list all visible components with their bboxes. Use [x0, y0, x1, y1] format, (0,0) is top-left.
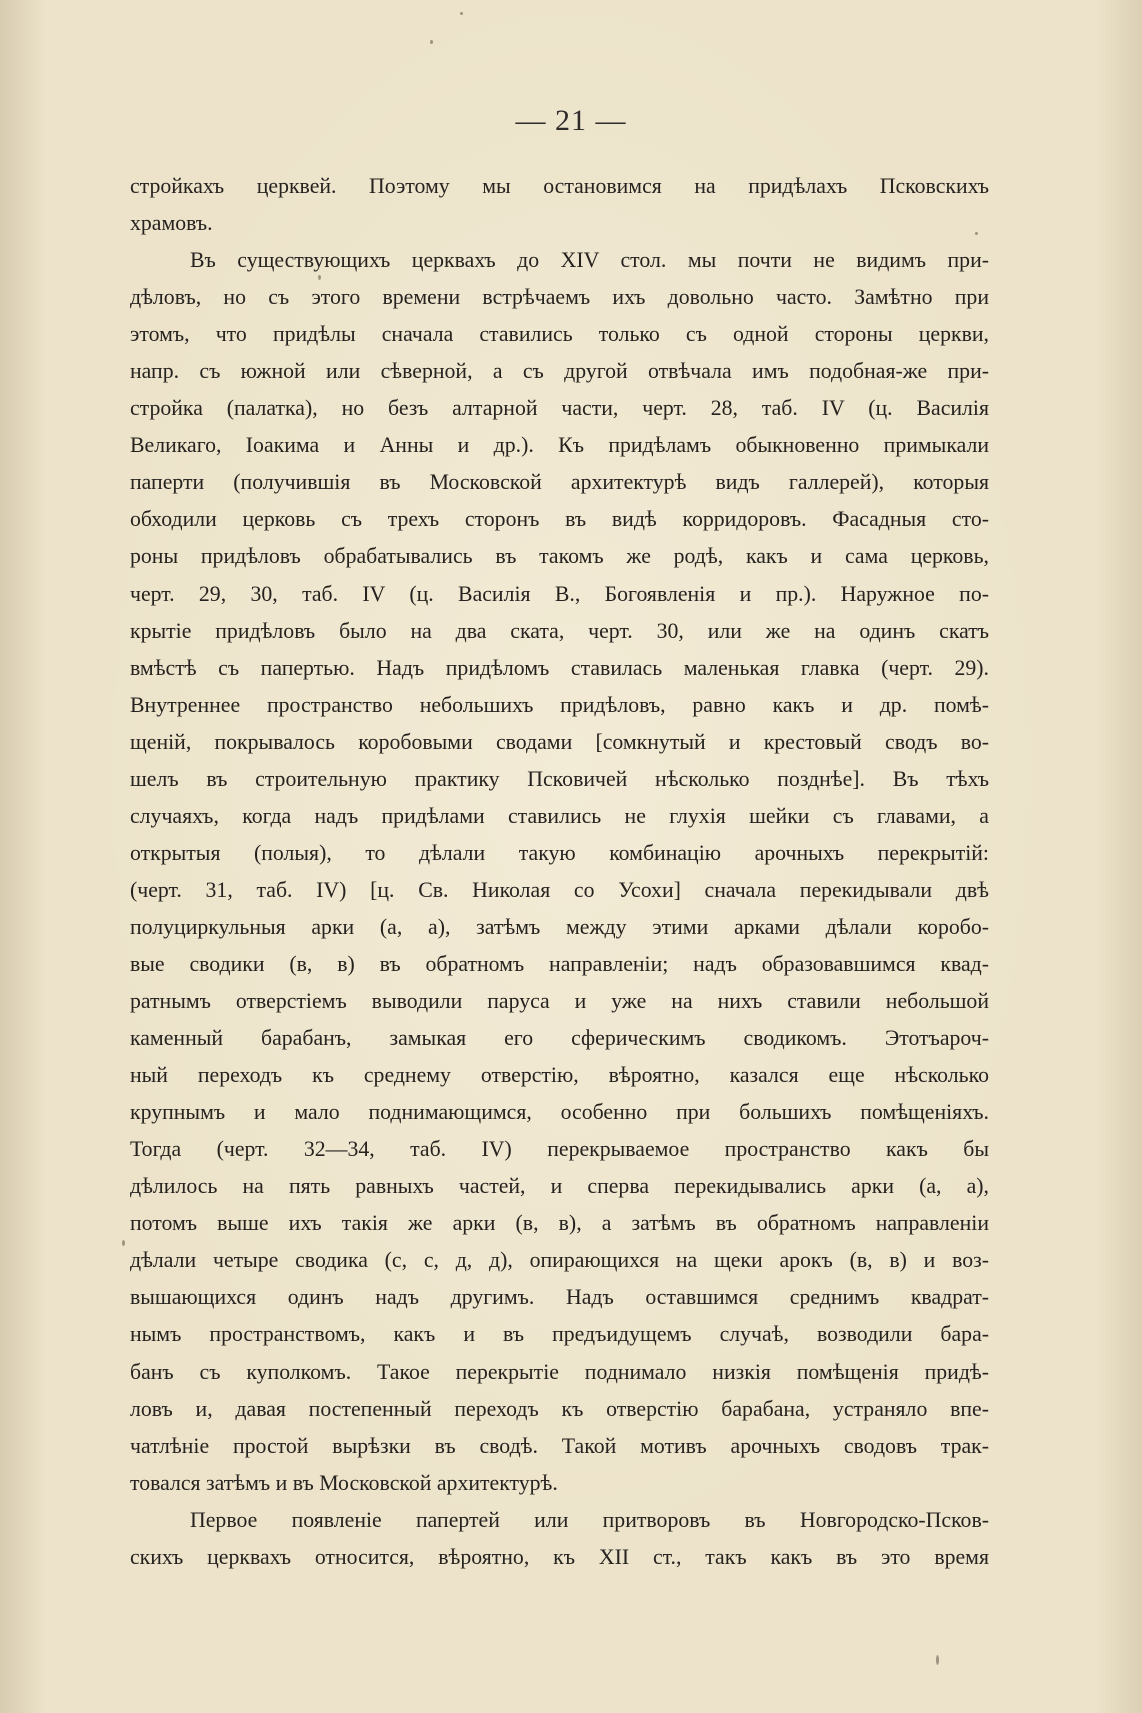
text-line: Тогда (черт. 32—34, таб. IV) перекрываемое пространство какъ бы: [130, 1137, 989, 1162]
text-line: ловъ и, давая постепенный переходъ къ отверстію барабана, устраняло впе-: [130, 1396, 989, 1421]
text-line: нымъ пространствомъ, какъ и въ предъидущемъ случаѣ, возводили бара-: [130, 1322, 989, 1347]
text-line: дѣлилось на пять равныхъ частей, и сперва перекидывались арки (а, а),: [130, 1174, 989, 1199]
text-line: вышающихся одинъ надъ другимъ. Надъ оставшимся среднимъ квадрат-: [130, 1285, 989, 1310]
text-line: крытіе придѣловъ было на два ската, черт. 30, или же на одинъ скатъ: [130, 618, 989, 643]
print-speck: [318, 275, 321, 280]
body-text: [130, 168, 989, 1576]
text-line: храмовъ.: [130, 211, 213, 236]
print-speck: [122, 1240, 125, 1246]
text-line: каменный барабанъ, замыкая его сферическимъ сводикомъ. Этотъароч-: [130, 1026, 989, 1051]
text-line: дѣлали четыре сводика (с, с, д, д), опирающихся на щеки арокъ (в, в) и воз-: [130, 1248, 989, 1273]
text-line: напр. съ южной или сѣверной, а съ другой отвѣчала имъ подобная-же при-: [130, 359, 989, 384]
text-line: Въ существующихъ церквахъ до XIV стол. мы почти не видимъ при-: [190, 248, 989, 273]
text-line: полуциркульныя арки (а, а), затѣмъ между этими арками дѣлали коробо-: [130, 914, 989, 939]
text-line: (черт. 31, таб. IV) [ц. Св. Николая со Усохи] сначала перекидывали двѣ: [130, 877, 989, 902]
text-line: дѣловъ, но съ этого времени встрѣчаемъ ихъ довольно часто. Замѣтно при: [130, 285, 989, 310]
text-line: щеній, покрывалось коробовыми сводами [сомкнутый и крестовый сводъ во-: [130, 729, 989, 754]
text-line: этомъ, что придѣлы сначала ставились только съ одной стороны церкви,: [130, 322, 989, 347]
text-line: стройкахъ церквей. Поэтому мы остановимся на придѣлахъ Псковскихъ: [130, 174, 989, 198]
text-line: Первое появленіе папертей или притворовъ въ Новгородско-Псков-: [190, 1507, 989, 1532]
text-line: паперти (получившія въ Московской архитектурѣ видъ галлерей), которыя: [130, 470, 989, 495]
text-line: ратнымъ отверстіемъ выводили паруса и уже на нихъ ставили небольшой: [130, 989, 989, 1014]
text-line: открытыя (полыя), то дѣлали такую комбинацію арочныхъ перекрытій:: [130, 840, 989, 865]
text-line: шелъ въ строительную практику Псковичей нѣсколько позднѣе]. Въ тѣхъ: [130, 766, 989, 791]
text-line: вмѣстѣ съ папертью. Надъ придѣломъ ставилась маленькая главка (черт. 29).: [130, 655, 989, 680]
text-line: обходили церковь съ трехъ сторонъ въ видѣ корридоровъ. Фасадныя сто-: [130, 507, 989, 532]
page-number: — 21 —: [515, 104, 627, 137]
text-line: скихъ церквахъ относится, вѣроятно, къ XII ст., такъ какъ въ это время: [130, 1544, 989, 1569]
text-line: роны придѣловъ обрабатывались въ такомъ же родѣ, какъ и сама церковь,: [130, 544, 989, 569]
text-line: стройка (палатка), но безъ алтарной части, черт. 28, таб. IV (ц. Василія: [130, 396, 989, 421]
text-line: крупнымъ и мало поднимающимся, особенно при большихъ помѣщеніяхъ.: [130, 1100, 989, 1125]
text-line: Внутреннее пространство небольшихъ придѣловъ, равно какъ и др. помѣ-: [130, 692, 989, 717]
print-speck: [975, 232, 978, 235]
print-speck: [460, 12, 463, 15]
text-line: товался затѣмъ и въ Московской архитектурѣ.: [130, 1470, 558, 1495]
text-line: случаяхъ, когда надъ придѣлами ставились не глухія шейки съ главами, а: [130, 803, 989, 828]
text-line: Великаго, Іоакима и Анны и др.). Къ придѣламъ обыкновенно примыкали: [130, 433, 989, 458]
text-line: банъ съ куполкомъ. Такое перекрытіе поднимало низкія помѣщенія придѣ-: [130, 1359, 989, 1384]
text-line: вые сводики (в, в) въ обратномъ направленіи; надъ образовавшимся квад-: [130, 951, 989, 976]
print-speck: [936, 1655, 939, 1665]
text-line: потомъ выше ихъ такія же арки (в, в), а затѣмъ въ обратномъ направленіи: [130, 1211, 989, 1236]
print-speck: [430, 40, 433, 44]
text-line: чатлѣніе простой вырѣзки въ сводѣ. Такой мотивъ арочныхъ сводовъ трак-: [130, 1433, 989, 1458]
text-line: ный переходъ къ среднему отверстію, вѣроятно, казался еще нѣсколько: [130, 1063, 989, 1088]
text-line: черт. 29, 30, таб. IV (ц. Василія В., Богоявленія и пр.). Наружное по-: [130, 581, 989, 606]
